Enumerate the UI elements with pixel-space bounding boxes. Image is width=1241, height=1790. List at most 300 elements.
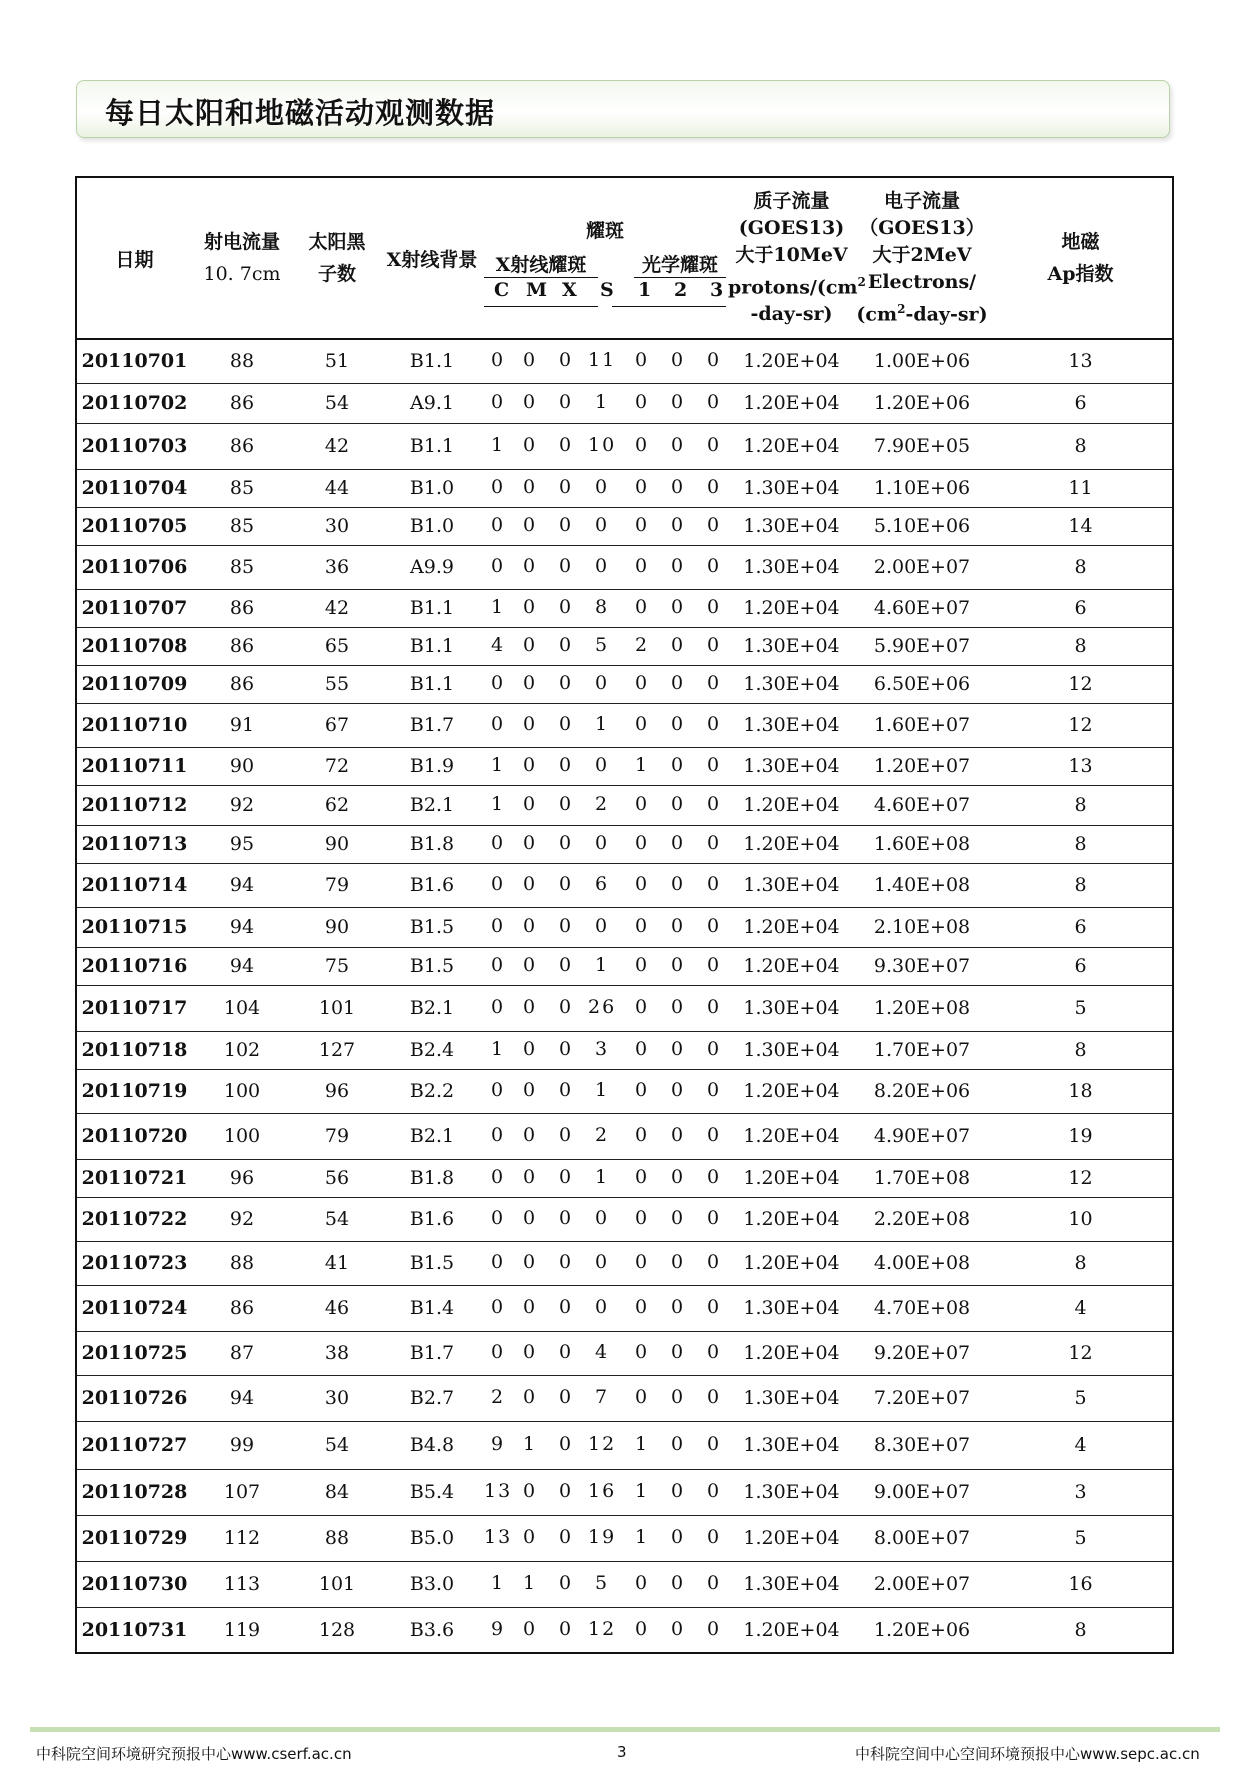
cell-sunspot-number: 128 bbox=[318, 1618, 356, 1641]
cell-radio-flux: 88 bbox=[192, 339, 292, 383]
table-row bbox=[76, 1331, 1173, 1375]
cell-electron-flux: 9.00E+07 bbox=[855, 1469, 989, 1515]
cell-flare-2: 0 bbox=[670, 713, 686, 735]
cell-flare-m: 0 bbox=[522, 434, 538, 456]
cell-ap-index: 11 bbox=[989, 469, 1173, 507]
cell-flare-s: 0 bbox=[594, 915, 610, 937]
cell-flare-c: 0 bbox=[490, 1124, 506, 1146]
cell-flare-3: 0 bbox=[706, 1207, 722, 1229]
cell-proton-flux: 1.30E+04 bbox=[728, 665, 855, 703]
cell-electron-flux: 8.30E+07 bbox=[855, 1421, 989, 1469]
cell-ap-index: 12 bbox=[989, 703, 1173, 747]
header-date: 日期 bbox=[76, 177, 192, 339]
cell-proton-flux: 1.30E+04 bbox=[728, 545, 855, 589]
cell-date: 20110727 bbox=[76, 1421, 192, 1469]
cell-electron-flux: 1.70E+07 bbox=[855, 1031, 989, 1069]
cell-flare-3: 0 bbox=[706, 1341, 722, 1363]
cell-flare-x: 0 bbox=[558, 1296, 574, 1318]
cell-flare-m: 0 bbox=[522, 754, 538, 776]
cell-electron-flux: 2.20E+08 bbox=[855, 1197, 989, 1241]
cell-flare-2: 0 bbox=[670, 1433, 686, 1455]
cell-flare-x: 0 bbox=[558, 672, 574, 694]
cell-sunspot-number: 41 bbox=[292, 1241, 382, 1285]
cell-date: 20110706 bbox=[76, 545, 192, 589]
cell-xray-background: B3.0 bbox=[382, 1561, 482, 1607]
cell-radio-flux: 86 bbox=[192, 665, 292, 703]
cell-ap-index: 6 bbox=[989, 589, 1173, 627]
cell-flares bbox=[482, 907, 728, 947]
observation-table bbox=[75, 176, 1174, 1654]
cell-radio-flux: 112 bbox=[192, 1515, 292, 1561]
cell-ap-index: 8 bbox=[989, 825, 1173, 863]
cell-flare-2: 0 bbox=[670, 1526, 686, 1548]
cell-flare-m: 0 bbox=[522, 514, 538, 536]
cell-flare-2: 0 bbox=[670, 514, 686, 536]
cell-flare-s: 5 bbox=[594, 634, 610, 656]
cell-flare-c: 0 bbox=[490, 873, 506, 895]
cell-flare-s: 6 bbox=[594, 873, 610, 895]
cell-xray-background: B1.6 bbox=[382, 863, 482, 907]
cell-sunspot-number: 42 bbox=[292, 423, 382, 469]
cell-flare-x: 0 bbox=[558, 1079, 574, 1101]
cell-proton-flux: 1.20E+04 bbox=[728, 947, 855, 985]
cell-flare-m: 0 bbox=[522, 349, 538, 372]
cell-flare-1: 0 bbox=[634, 596, 650, 618]
cell-ap-index: 5 bbox=[989, 1515, 1173, 1561]
cell-flares bbox=[482, 383, 728, 423]
cell-flare-2: 0 bbox=[670, 1124, 686, 1146]
cell-flare-x: 0 bbox=[558, 915, 574, 937]
cell-proton-flux: 1.20E+04 bbox=[728, 1197, 855, 1241]
cell-sunspot-number: 65 bbox=[292, 627, 382, 665]
cell-xray-background: B2.7 bbox=[382, 1375, 482, 1421]
cell-radio-flux: 113 bbox=[192, 1561, 292, 1607]
cell-date: 20110716 bbox=[76, 947, 192, 985]
cell-sunspot-number: 54 bbox=[292, 1197, 382, 1241]
header-xray-rule bbox=[484, 306, 598, 307]
cell-flare-m: 0 bbox=[522, 1617, 538, 1640]
cell-proton-flux: 1.20E+04 bbox=[728, 1113, 855, 1159]
table-row bbox=[76, 1197, 1173, 1241]
cell-flare-2: 0 bbox=[670, 1166, 686, 1188]
cell-flares bbox=[482, 545, 728, 589]
cell-xray-background: B2.1 bbox=[382, 1113, 482, 1159]
cell-sunspot-number: 75 bbox=[292, 947, 382, 985]
cell-flare-1: 0 bbox=[634, 672, 650, 694]
cell-radio-flux: 92 bbox=[192, 1197, 292, 1241]
cell-electron-flux: 8.20E+06 bbox=[855, 1069, 989, 1113]
cell-ap-index: 18 bbox=[989, 1069, 1173, 1113]
cell-flare-s: 7 bbox=[594, 1386, 610, 1408]
cell-electron-flux: 9.30E+07 bbox=[855, 947, 989, 985]
cell-flare-1: 1 bbox=[634, 1480, 650, 1502]
cell-flare-x: 0 bbox=[558, 349, 574, 372]
cell-flare-3: 0 bbox=[706, 634, 722, 656]
cell-date: 20110711 bbox=[76, 747, 192, 785]
cell-flare-m: 0 bbox=[522, 672, 538, 694]
cell-radio-flux: 94 bbox=[192, 947, 292, 985]
cell-sunspot-number: 90 bbox=[292, 907, 382, 947]
table-row bbox=[76, 627, 1173, 665]
cell-date: 20110704 bbox=[76, 469, 192, 507]
cell-flare-s: 5 bbox=[594, 1572, 610, 1594]
cell-ap-index: 4 bbox=[989, 1421, 1173, 1469]
cell-proton-flux: 1.20E+04 bbox=[728, 1069, 855, 1113]
cell-flare-1: 0 bbox=[634, 1251, 650, 1273]
cell-proton-flux: 1.20E+04 bbox=[728, 1241, 855, 1285]
footer-rule bbox=[30, 1727, 1220, 1732]
cell-flares bbox=[482, 1375, 728, 1421]
cell-electron-flux: 1.60E+08 bbox=[855, 825, 989, 863]
cell-radio-flux: 87 bbox=[192, 1331, 292, 1375]
table-row bbox=[76, 589, 1173, 627]
cell-flare-1: 0 bbox=[634, 1207, 650, 1229]
cell-radio-flux: 100 bbox=[192, 1069, 292, 1113]
cell-date: 20110719 bbox=[76, 1069, 192, 1113]
table-row bbox=[76, 1515, 1173, 1561]
cell-flare-x: 0 bbox=[558, 634, 574, 656]
cell-flare-x: 0 bbox=[558, 954, 574, 976]
cell-electron-flux: 1.60E+07 bbox=[855, 703, 989, 747]
cell-flare-x: 0 bbox=[558, 1617, 574, 1640]
cell-flare-x: 0 bbox=[558, 1572, 574, 1594]
footer-left: 中科院空间环境研究预报中心www.cserf.ac.cn bbox=[36, 1745, 352, 1763]
cell-flare-1: 0 bbox=[634, 873, 650, 895]
cell-flare-c: 9 bbox=[490, 1617, 506, 1640]
cell-radio-flux: 107 bbox=[192, 1469, 292, 1515]
cell-proton-flux: 1.30E+04 bbox=[728, 1375, 855, 1421]
cell-proton-flux: 1.30E+04 bbox=[728, 863, 855, 907]
table-row bbox=[76, 1069, 1173, 1113]
cell-flare-m: 0 bbox=[522, 634, 538, 656]
cell-radio-flux: 119 bbox=[223, 1618, 261, 1641]
cell-flare-c: 0 bbox=[490, 1296, 506, 1318]
cell-sunspot-number: 62 bbox=[292, 785, 382, 825]
cell-radio-flux: 95 bbox=[192, 825, 292, 863]
cell-flares bbox=[482, 985, 728, 1031]
cell-xray-background: B1.8 bbox=[382, 825, 482, 863]
cell-sunspot-number: 55 bbox=[292, 665, 382, 703]
cell-flare-3: 0 bbox=[706, 713, 722, 735]
cell-flare-1: 0 bbox=[634, 713, 650, 735]
cell-ap-index: 13 bbox=[989, 339, 1173, 383]
cell-electron-flux: 2.10E+08 bbox=[855, 907, 989, 947]
cell-flare-1: 1 bbox=[634, 1433, 650, 1455]
cell-electron-flux: 2.00E+07 bbox=[855, 545, 989, 589]
cell-flare-s: 0 bbox=[594, 672, 610, 694]
cell-flare-2: 0 bbox=[670, 954, 686, 976]
cell-flare-c: 0 bbox=[490, 514, 506, 536]
cell-flares bbox=[482, 1331, 728, 1375]
cell-ap-index: 10 bbox=[989, 1197, 1173, 1241]
cell-proton-flux: 1.20E+04 bbox=[728, 825, 855, 863]
cell-sunspot-number: 84 bbox=[292, 1469, 382, 1515]
cell-flare-s: 26 bbox=[588, 996, 617, 1018]
cell-flare-s: 0 bbox=[594, 1296, 610, 1318]
cell-proton-flux: 1.30E+04 bbox=[728, 747, 855, 785]
cell-proton-flux: 1.30E+04 bbox=[728, 1285, 855, 1331]
cell-flare-c: 0 bbox=[490, 1079, 506, 1101]
cell-flare-3: 0 bbox=[706, 1124, 722, 1146]
cell-flares bbox=[482, 1197, 728, 1241]
cell-flare-2: 0 bbox=[670, 1386, 686, 1408]
cell-flare-c: 0 bbox=[490, 555, 506, 577]
cell-flare-3: 0 bbox=[706, 476, 722, 498]
cell-flare-x: 0 bbox=[558, 1038, 574, 1060]
cell-flare-s: 0 bbox=[594, 754, 610, 776]
cell-flare-s: 3 bbox=[594, 1038, 610, 1060]
cell-radio-flux: 90 bbox=[192, 747, 292, 785]
header-sub-x: X bbox=[562, 279, 577, 301]
cell-flare-m: 0 bbox=[522, 915, 538, 937]
cell-flare-3: 0 bbox=[706, 514, 722, 536]
cell-xray-background: A9.9 bbox=[382, 545, 482, 589]
cell-radio-flux: 91 bbox=[192, 703, 292, 747]
cell-sunspot-number: 42 bbox=[292, 589, 382, 627]
cell-flare-3: 0 bbox=[706, 1038, 722, 1060]
cell-flare-s: 8 bbox=[594, 596, 610, 618]
cell-flare-m: 0 bbox=[522, 1079, 538, 1101]
cell-date: 20110729 bbox=[76, 1515, 192, 1561]
cell-flare-x: 0 bbox=[558, 873, 574, 895]
cell-sunspot-number: 88 bbox=[292, 1515, 382, 1561]
cell-date: 20110730 bbox=[76, 1561, 192, 1607]
cell-sunspot-number: 72 bbox=[292, 747, 382, 785]
cell-flare-c: 0 bbox=[490, 1207, 506, 1229]
cell-flare-s: 0 bbox=[594, 1207, 610, 1229]
cell-flare-c: 0 bbox=[490, 954, 506, 976]
cell-flares bbox=[482, 947, 728, 985]
cell-sunspot-number: 101 bbox=[292, 985, 382, 1031]
cell-date: 20110726 bbox=[76, 1375, 192, 1421]
cell-proton-flux: 1.30E+04 bbox=[728, 469, 855, 507]
cell-sunspot-number: 38 bbox=[292, 1331, 382, 1375]
cell-flare-m: 0 bbox=[522, 1038, 538, 1060]
cell-flares bbox=[482, 1607, 728, 1653]
cell-ap-index: 6 bbox=[989, 947, 1173, 985]
cell-proton-flux: 1.30E+04 bbox=[728, 1421, 855, 1469]
cell-ap-index: 8 bbox=[989, 785, 1173, 825]
cell-proton-flux: 1.30E+04 bbox=[728, 1031, 855, 1069]
cell-xray-background: B1.0 bbox=[382, 469, 482, 507]
cell-electron-flux: 8.00E+07 bbox=[855, 1515, 989, 1561]
cell-flare-1: 0 bbox=[634, 793, 650, 815]
cell-flare-c: 0 bbox=[490, 832, 506, 854]
cell-xray-background: B1.7 bbox=[382, 1331, 482, 1375]
cell-xray-background: B3.6 bbox=[409, 1618, 455, 1641]
table-body bbox=[76, 339, 1173, 1653]
cell-flare-3: 0 bbox=[706, 954, 722, 976]
cell-flare-2: 0 bbox=[670, 754, 686, 776]
cell-flares bbox=[482, 1113, 728, 1159]
footer-right: 中科院空间中心空间环境预报中心www.sepc.ac.cn bbox=[855, 1745, 1200, 1763]
cell-flare-1: 0 bbox=[634, 1079, 650, 1101]
cell-electron-flux: 5.90E+07 bbox=[855, 627, 989, 665]
cell-flare-s: 11 bbox=[588, 349, 617, 372]
cell-sunspot-number: 30 bbox=[292, 1375, 382, 1421]
cell-flare-c: 1 bbox=[490, 1038, 506, 1060]
cell-flare-x: 0 bbox=[558, 1251, 574, 1273]
cell-flare-3: 0 bbox=[706, 349, 722, 372]
cell-flare-m: 0 bbox=[522, 1480, 538, 1502]
cell-electron-flux: 1.20E+06 bbox=[855, 383, 989, 423]
cell-flare-1: 0 bbox=[634, 1386, 650, 1408]
cell-flare-3: 0 bbox=[706, 754, 722, 776]
header-sub-s: S bbox=[600, 279, 614, 301]
cell-date: 20110723 bbox=[76, 1241, 192, 1285]
cell-electron-flux: 2.00E+07 bbox=[855, 1561, 989, 1607]
cell-flare-s: 12 bbox=[588, 1617, 617, 1640]
cell-ap-index: 8 bbox=[989, 545, 1173, 589]
cell-flares bbox=[482, 469, 728, 507]
cell-date: 20110703 bbox=[76, 423, 192, 469]
cell-flares bbox=[482, 507, 728, 545]
table-row bbox=[76, 1031, 1173, 1069]
cell-flare-s: 0 bbox=[594, 514, 610, 536]
cell-flare-s: 12 bbox=[588, 1433, 617, 1455]
cell-flare-s: 1 bbox=[594, 391, 610, 413]
cell-flare-x: 0 bbox=[558, 1433, 574, 1455]
cell-flare-s: 1 bbox=[594, 1079, 610, 1101]
cell-flare-3: 0 bbox=[706, 1251, 722, 1273]
cell-flare-3: 0 bbox=[706, 1526, 722, 1548]
cell-flare-1: 0 bbox=[634, 349, 650, 372]
header-xray-flare: X射线耀斑 bbox=[484, 250, 598, 278]
cell-electron-flux: 1.20E+06 bbox=[873, 1618, 971, 1641]
cell-flares bbox=[482, 785, 728, 825]
cell-flare-s: 0 bbox=[594, 1251, 610, 1273]
table-row bbox=[76, 907, 1173, 947]
cell-flares bbox=[482, 1031, 728, 1069]
cell-flare-m: 0 bbox=[522, 793, 538, 815]
cell-flare-1: 0 bbox=[634, 1124, 650, 1146]
cell-flare-3: 0 bbox=[706, 1079, 722, 1101]
cell-electron-flux: 1.10E+06 bbox=[855, 469, 989, 507]
cell-date: 20110713 bbox=[76, 825, 192, 863]
cell-flare-2: 0 bbox=[670, 1341, 686, 1363]
cell-flare-2: 0 bbox=[670, 672, 686, 694]
cell-sunspot-number: 54 bbox=[292, 1421, 382, 1469]
cell-flare-x: 0 bbox=[558, 476, 574, 498]
cell-flare-s: 2 bbox=[594, 1124, 610, 1146]
cell-flare-x: 0 bbox=[558, 514, 574, 536]
cell-sunspot-number: 30 bbox=[292, 507, 382, 545]
cell-flares bbox=[482, 1159, 728, 1197]
header-sunspot-number: 太阳黑 子数 bbox=[292, 177, 382, 339]
cell-flare-2: 0 bbox=[670, 1207, 686, 1229]
table-row bbox=[76, 1113, 1173, 1159]
cell-proton-flux: 1.30E+04 bbox=[728, 507, 855, 545]
cell-date: 20110710 bbox=[76, 703, 192, 747]
cell-flare-m: 1 bbox=[522, 1572, 538, 1594]
cell-xray-background: B2.2 bbox=[382, 1069, 482, 1113]
cell-flare-x: 0 bbox=[558, 793, 574, 815]
cell-flare-x: 0 bbox=[558, 713, 574, 735]
cell-flare-2: 0 bbox=[670, 1480, 686, 1502]
table-row bbox=[76, 339, 1173, 383]
cell-flare-s: 1 bbox=[594, 954, 610, 976]
cell-flare-2: 0 bbox=[670, 873, 686, 895]
cell-flare-3: 0 bbox=[706, 996, 722, 1018]
cell-xray-background: B1.1 bbox=[382, 665, 482, 703]
cell-xray-background: B1.1 bbox=[382, 423, 482, 469]
cell-flare-m: 0 bbox=[522, 713, 538, 735]
cell-proton-flux: 1.20E+04 bbox=[728, 1159, 855, 1197]
cell-proton-flux: 1.20E+04 bbox=[728, 1331, 855, 1375]
cell-flare-c: 0 bbox=[490, 915, 506, 937]
cell-date: 20110721 bbox=[76, 1159, 192, 1197]
cell-flare-1: 0 bbox=[634, 1166, 650, 1188]
cell-flare-2: 0 bbox=[670, 793, 686, 815]
cell-flare-s: 1 bbox=[594, 1166, 610, 1188]
cell-flare-2: 0 bbox=[670, 915, 686, 937]
cell-flare-m: 0 bbox=[522, 873, 538, 895]
cell-ap-index: 6 bbox=[989, 383, 1173, 423]
cell-flare-3: 0 bbox=[706, 793, 722, 815]
cell-flare-2: 0 bbox=[670, 434, 686, 456]
cell-flare-x: 0 bbox=[558, 1341, 574, 1363]
cell-flares bbox=[482, 1421, 728, 1469]
cell-xray-background: B2.1 bbox=[382, 985, 482, 1031]
cell-ap-index: 8 bbox=[989, 863, 1173, 907]
cell-radio-flux: 92 bbox=[192, 785, 292, 825]
cell-electron-flux: 1.70E+08 bbox=[855, 1159, 989, 1197]
cell-flare-3: 0 bbox=[706, 832, 722, 854]
cell-flare-x: 0 bbox=[558, 391, 574, 413]
header-optical-flare: 光学耀斑 bbox=[634, 250, 726, 278]
cell-ap-index: 8 bbox=[1074, 1618, 1087, 1641]
cell-flare-3: 0 bbox=[706, 1480, 722, 1502]
cell-flare-x: 0 bbox=[558, 996, 574, 1018]
cell-flare-1: 0 bbox=[634, 1617, 650, 1640]
cell-flare-m: 0 bbox=[522, 1386, 538, 1408]
header-sub-c: C bbox=[494, 279, 510, 301]
header-proton-flux: 质子流量 (GOES13) 大于10MeV protons/($cm^2$ -day-sr) bbox=[728, 177, 855, 339]
cell-flares bbox=[482, 665, 728, 703]
cell-flare-c: 1 bbox=[490, 793, 506, 815]
cell-electron-flux: 4.70E+08 bbox=[855, 1285, 989, 1331]
cell-proton-flux: 1.30E+04 bbox=[728, 985, 855, 1031]
cell-radio-flux: 94 bbox=[192, 907, 292, 947]
cell-flare-3: 0 bbox=[706, 915, 722, 937]
cell-xray-background: B5.4 bbox=[382, 1469, 482, 1515]
cell-radio-flux: 86 bbox=[192, 1285, 292, 1331]
cell-flare-2: 0 bbox=[670, 596, 686, 618]
cell-flare-2: 0 bbox=[670, 1296, 686, 1318]
cell-xray-background: B1.1 bbox=[382, 589, 482, 627]
cell-radio-flux: 104 bbox=[192, 985, 292, 1031]
cell-flare-3: 0 bbox=[706, 1572, 722, 1594]
cell-flare-c: 0 bbox=[490, 1251, 506, 1273]
cell-flare-2: 0 bbox=[670, 1038, 686, 1060]
header-sub-3: 3 bbox=[710, 279, 724, 301]
cell-flare-c: 1 bbox=[490, 596, 506, 618]
page-number: 3 bbox=[617, 1743, 627, 1761]
cell-flare-2: 0 bbox=[670, 349, 686, 372]
title-bar bbox=[76, 80, 1170, 138]
cell-radio-flux: 86 bbox=[192, 383, 292, 423]
cell-flare-1: 0 bbox=[634, 476, 650, 498]
cell-date: 20110717 bbox=[76, 985, 192, 1031]
cell-flare-3: 0 bbox=[706, 873, 722, 895]
cell-flare-x: 0 bbox=[558, 596, 574, 618]
cell-ap-index: 12 bbox=[989, 665, 1173, 703]
cell-sunspot-number: 51 bbox=[292, 339, 382, 383]
cell-flare-m: 0 bbox=[522, 391, 538, 413]
cell-flares bbox=[482, 1285, 728, 1331]
cell-flare-1: 1 bbox=[634, 754, 650, 776]
table-row bbox=[76, 423, 1173, 469]
